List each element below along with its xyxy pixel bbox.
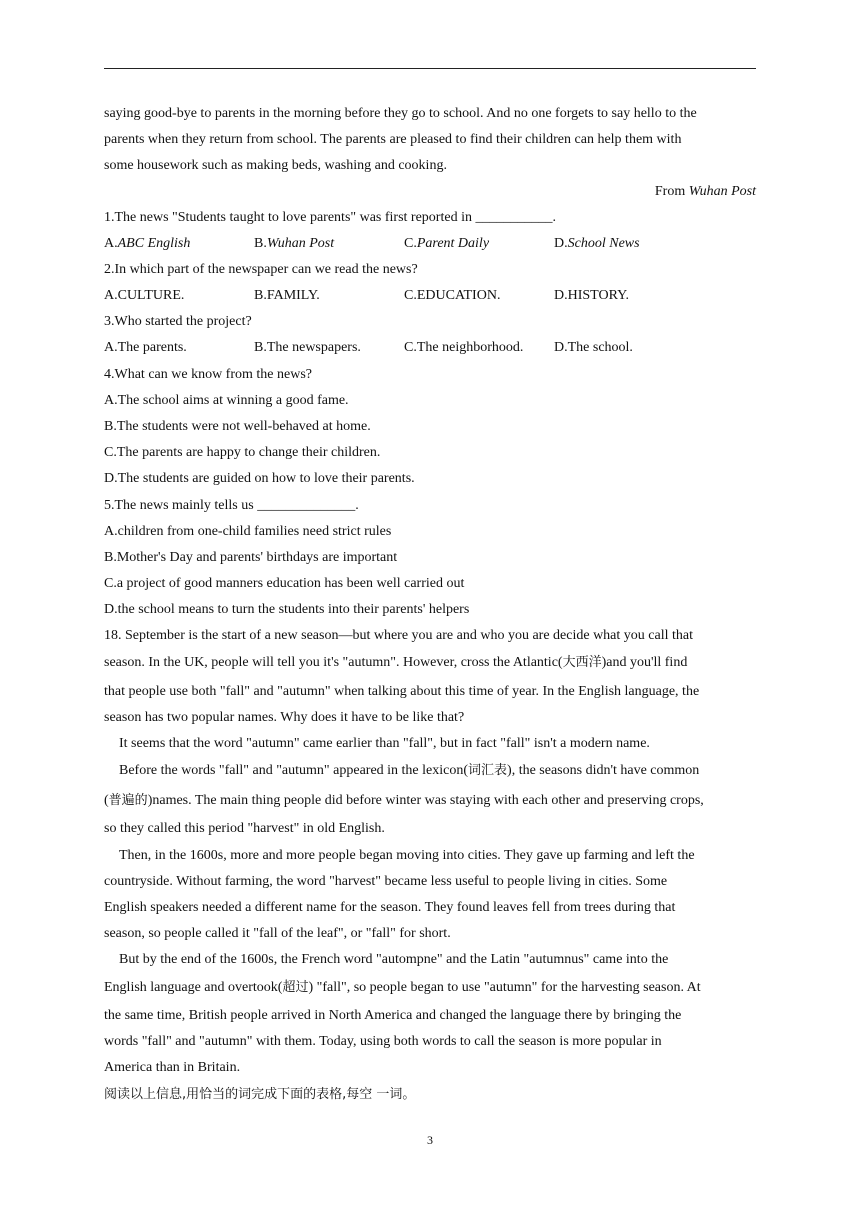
q1-option-a: A.ABC English [104, 236, 191, 251]
q4-option-d: D.The students are guided on how to love their parents. [104, 471, 415, 486]
question-2-stem: 2.In which part of the newspaper can we read the news? [104, 262, 418, 277]
q2-option-b: B.FAMILY. [254, 288, 320, 303]
q1-option-c: C.Parent Daily [404, 236, 490, 251]
passage-18-line: the same time, British people arrived in North America and changed the language there by bringing the [104, 1008, 682, 1023]
page-number: 3 [427, 1133, 433, 1147]
passage-18-line: words "fall" and "autumn" with them. Today, using both words to call the season is more popular in [104, 1034, 662, 1049]
passage-line: saying good-bye to parents in the morning before they go to school. And no one forgets to say hello to the [104, 106, 697, 121]
source-name: Wuhan Post [688, 184, 756, 199]
q5-option-d: D.the school means to turn the students into their parents' helpers [104, 602, 470, 617]
passage-18-line: season has two popular names. Why does it have to be like that? [104, 710, 465, 725]
passage-18-line: 18. September is the start of a new season—but where you are and who you are decide what you call that [104, 628, 693, 643]
passage-18-line: But by the end of the 1600s, the French word "autompne" and the Latin "autumnus" came into the [119, 952, 669, 967]
question-1-stem: 1.The news "Students taught to love parents" was first reported in ___________. [104, 210, 556, 225]
question-4-stem: 4.What can we know from the news? [104, 367, 312, 382]
passage-18-line: Before the words "fall" and "autumn" appeared in the lexicon(词汇表), the seasons didn't have common [119, 763, 700, 778]
q2-option-d: D.HISTORY. [554, 288, 629, 303]
passage-18-line: that people use both "fall" and "autumn" when talking about this time of year. In the English language, the [104, 684, 700, 699]
source-line [655, 182, 756, 202]
passage-18-line: season, so people called it "fall of the leaf", or "fall" for short. [104, 926, 451, 941]
header-rule [104, 68, 756, 69]
instruction-line: 阅读以上信息,用恰当的词完成下面的表格,每空 一词。 [104, 1087, 416, 1102]
question-5-stem: 5.The news mainly tells us ______________. [104, 498, 359, 513]
q1-option-b: B.Wuhan Post [254, 236, 335, 251]
passage-18-line: It seems that the word "autumn" came earlier than "fall", but in fact "fall" isn't a modern name. [119, 736, 650, 751]
q5-option-b: B.Mother's Day and parents' birthdays are important [104, 550, 398, 565]
passage-18-line: season. In the UK, people will tell you it's "autumn". However, cross the Atlantic(大西洋)and you'll find [104, 655, 688, 670]
q1-option-d: D.School News [554, 236, 640, 251]
q3-option-c: C.The neighborhood. [404, 340, 524, 355]
passage-line: parents when they return from school. The parents are pleased to find their children can help them with [104, 132, 682, 147]
passage-18-line: Then, in the 1600s, more and more people began moving into cities. They gave up farming and left the [119, 848, 695, 863]
passage-18-line: English language and overtook(超过) "fall", so people began to use "autumn" for the harvesting season. At [104, 980, 701, 995]
source-prefix: From [654, 184, 689, 199]
passage-line: some housework such as making beds, washing and cooking. [104, 158, 447, 173]
q3-option-a: A.The parents. [104, 340, 187, 355]
q4-option-c: C.The parents are happy to change their children. [104, 445, 381, 460]
q5-option-a: A.children from one-child families need strict rules [104, 524, 392, 539]
passage-18-line: (普遍的)names. The main thing people did before winter was staying with each other and preserving crops, [104, 793, 704, 808]
passage-18-line: so they called this period "harvest" in old English. [104, 821, 385, 836]
question-3-stem: 3.Who started the project? [104, 314, 252, 329]
passage-18-line: America than in Britain. [104, 1060, 241, 1075]
passage-18-line: English speakers needed a different name for the season. They found leaves fell from trees during that [104, 900, 676, 915]
q5-option-c: C.a project of good manners education has been well carried out [104, 576, 465, 591]
q2-option-c: C.EDUCATION. [404, 288, 501, 303]
q2-option-a: A.CULTURE. [104, 288, 185, 303]
passage-18-line: countryside. Without farming, the word "harvest" became less useful to people living in cities. Some [104, 874, 668, 889]
q3-option-b: B.The newspapers. [254, 340, 361, 355]
q4-option-a: A.The school aims at winning a good fame. [104, 393, 349, 408]
q4-option-b: B.The students were not well-behaved at home. [104, 419, 371, 434]
q3-option-d: D.The school. [554, 340, 633, 355]
